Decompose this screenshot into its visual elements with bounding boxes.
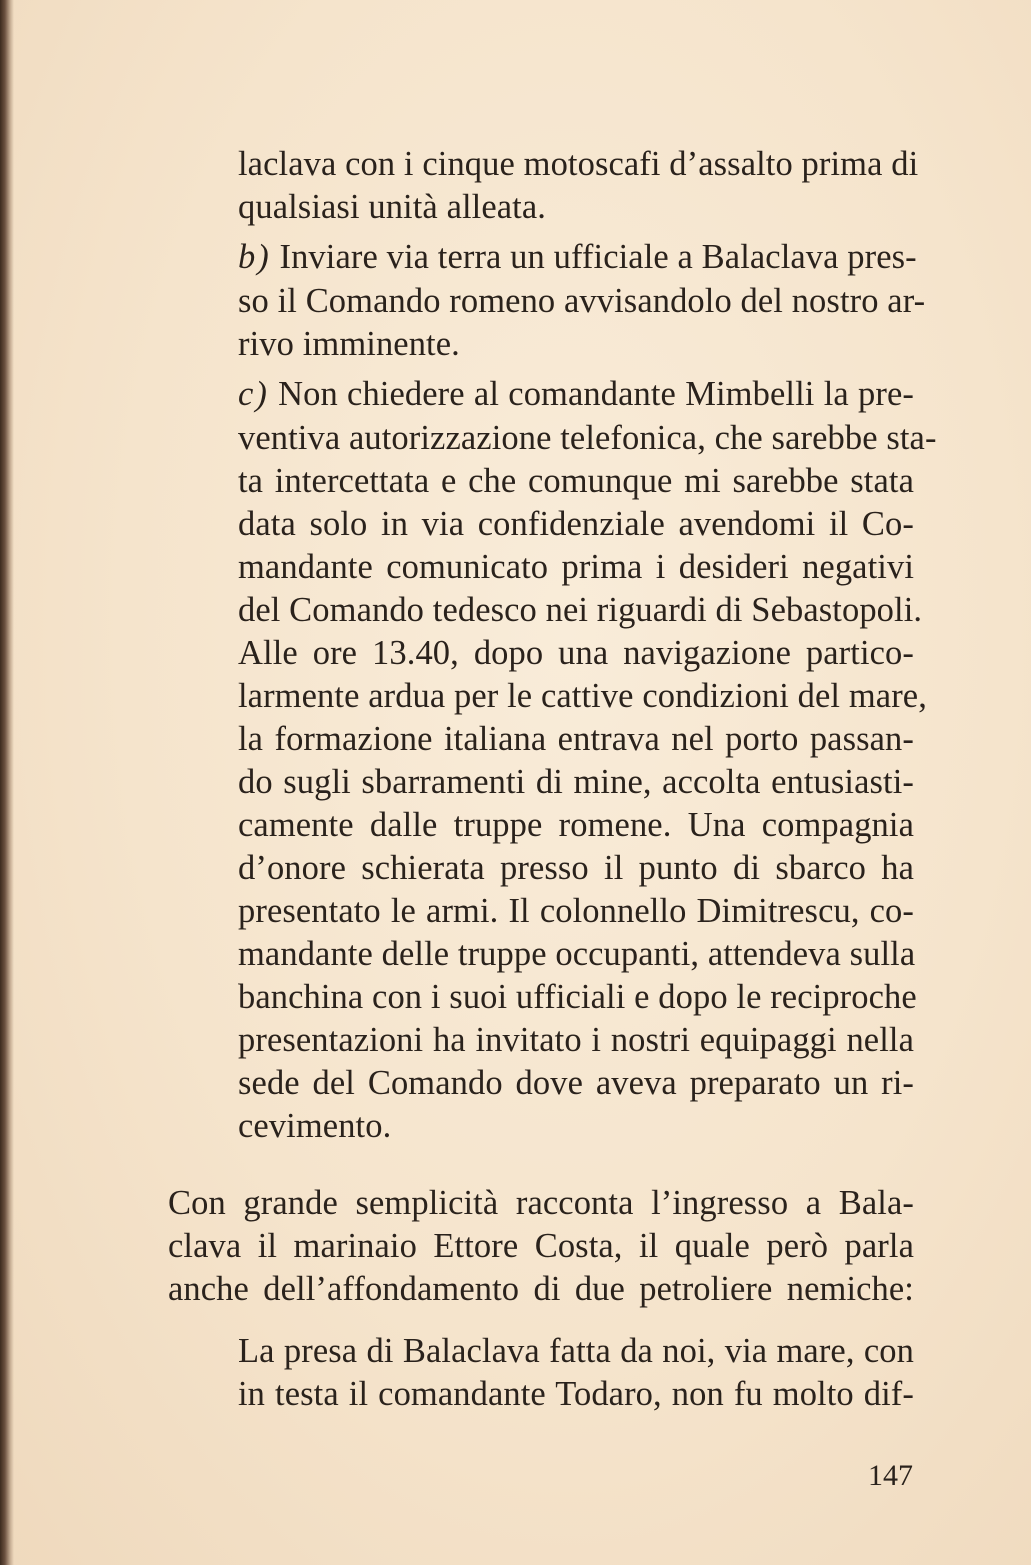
text-line: larmente ardua per le cattive condizioni del mare, xyxy=(238,677,927,715)
text-line: Alle ore 13.40, dopo una navigazione partico- xyxy=(238,634,914,672)
text-line: qualsiasi unità alleata. xyxy=(238,188,546,226)
book-spine-shadow xyxy=(0,0,14,1565)
text-line: la formazione italiana entrava nel porto passan- xyxy=(238,720,914,758)
text-line: so il Comando romeno avvisandolo del nostro ar- xyxy=(238,282,926,320)
text-line: data solo in via confidenziale avendomi il Co- xyxy=(238,505,914,543)
text-line: camente dalle truppe romene. Una compagnia xyxy=(238,806,914,844)
text-span: Inviare via terra un ufficiale a Balaclava pres- xyxy=(279,238,917,276)
list-marker-c: c) xyxy=(238,375,269,413)
text-line xyxy=(238,373,914,415)
text-line xyxy=(238,236,917,278)
text-line: presentazioni ha invitato i nostri equipaggi nella xyxy=(238,1021,914,1059)
text-line: presentato le armi. Il colonnello Dimitrescu, co- xyxy=(238,892,914,930)
text-line: d’onore schierata presso il punto di sbarco ha xyxy=(238,849,914,887)
text-line: laclava con i cinque motoscafi d’assalto prima di xyxy=(238,145,919,183)
text-line: clava il marinaio Ettore Costa, il quale però parla xyxy=(168,1227,914,1265)
text-line: banchina con i suoi ufficiali e dopo le reciproche xyxy=(238,978,917,1016)
text-line: mandante comunicato prima i desideri negativi xyxy=(238,548,914,586)
text-span: Non chiedere al comandante Mimbelli la pre- xyxy=(278,375,914,413)
text-line: in testa il comandante Todaro, non fu molto dif- xyxy=(238,1375,914,1413)
text-line: ventiva autorizzazione telefonica, che sarebbe sta- xyxy=(238,419,937,457)
text-line: do sugli sbarramenti di mine, accolta entusiasti- xyxy=(238,763,914,801)
text-line: mandante delle truppe occupanti, attendeva sulla xyxy=(238,935,916,973)
text-line: La presa di Balaclava fatta da noi, via mare, con xyxy=(238,1332,914,1370)
text-line: anche dell’affondamento di due petroliere nemiche: xyxy=(168,1270,914,1308)
text-line: del Comando tedesco nei riguardi di Sebastopoli. xyxy=(238,591,923,629)
text-line: Con grande semplicità racconta l’ingresso a Bala- xyxy=(168,1184,914,1222)
page-number: 147 xyxy=(868,1459,913,1492)
text-line: sede del Comando dove aveva preparato un ri- xyxy=(238,1064,914,1102)
list-marker-b: b) xyxy=(238,238,271,276)
text-line: ta intercettata e che comunque mi sarebbe stata xyxy=(238,462,914,500)
text-line: cevimento. xyxy=(238,1107,392,1145)
text-line: rivo imminente. xyxy=(238,325,460,363)
